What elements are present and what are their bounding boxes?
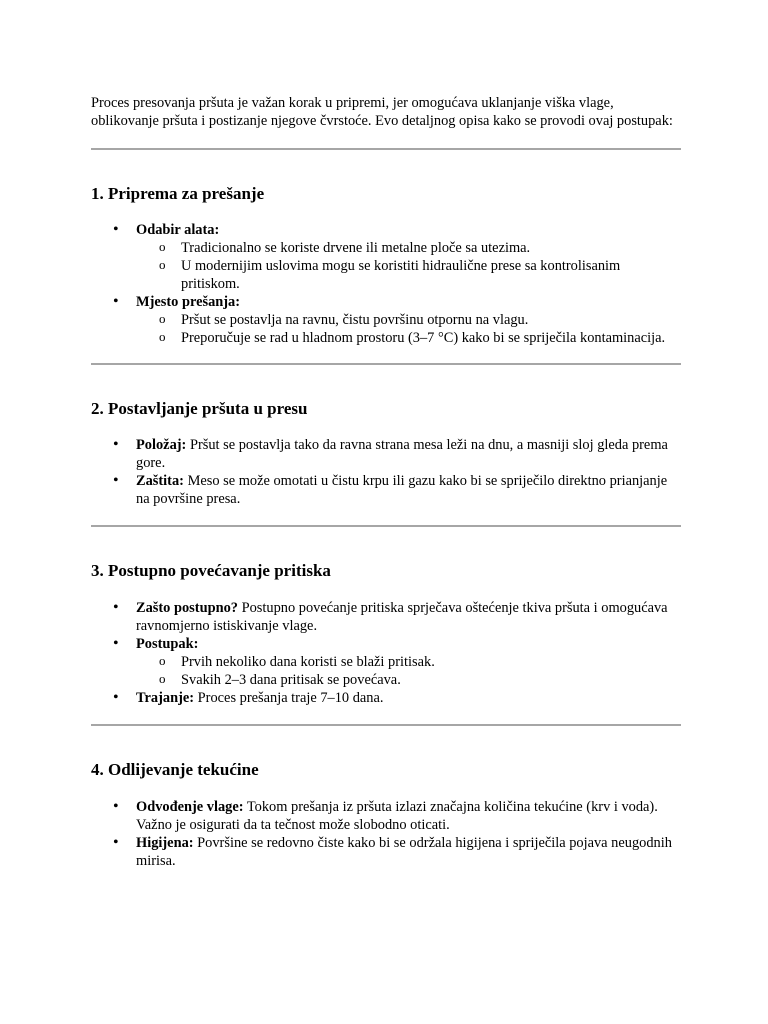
section-2-list	[91, 436, 681, 508]
item-label: Trajanje:	[136, 690, 195, 706]
list-item	[91, 221, 681, 293]
item-text: Meso se može omotati u čistu krpu ili gazu kako bi se spriječilo direktno prianjanje na površine presa.	[136, 473, 668, 507]
section-2-heading: 2. Postavljanje pršuta u presu	[91, 399, 308, 418]
section-divider	[91, 724, 681, 726]
item-text: Površine se redovno čiste kako bi se održala higijena i spriječila pojava neugodnih mirisa.	[136, 835, 672, 869]
list-item	[91, 293, 681, 347]
sub-list	[136, 311, 681, 347]
section-3-heading: 3. Postupno povećavanje pritiska	[91, 561, 331, 580]
list-item	[91, 689, 681, 707]
item-label: Odabir alata:	[136, 222, 220, 238]
item-text: Postupno povećanje pritiska sprječava oštećenje tkiva pršuta i omogućava ravnomjerno istiskivanje vlage.	[136, 600, 668, 634]
list-item	[91, 798, 681, 834]
section-4-list	[91, 798, 681, 870]
sub-list-item: o Pršut se postavlja na ravnu, čistu površinu otpornu na vlagu.	[136, 311, 681, 329]
item-label: Mjesto prešanja:	[136, 294, 241, 310]
section-divider	[91, 525, 681, 527]
item-label: Položaj:	[136, 437, 187, 453]
sub-list-item: o Tradicionalno se koriste drvene ili metalne ploče sa utezima.	[136, 239, 681, 257]
list-item	[91, 635, 681, 689]
document-body	[91, 94, 681, 870]
item-label: Odvođenje vlage:	[136, 799, 244, 815]
section-divider	[91, 363, 681, 365]
sub-list-item: o Svakih 2–3 dana pritisak se povećava.	[136, 671, 681, 689]
sub-list-item: o Prvih nekoliko dana koristi se blaži pritisak.	[136, 653, 681, 671]
list-item	[91, 599, 681, 635]
sub-list-item: o Preporučuje se rad u hladnom prostoru (3–7 °C) kako bi se spriječila kontaminacija.	[136, 329, 681, 347]
item-text: Pršut se postavlja tako da ravna strana mesa leži na dnu, a masniji sloj gleda prema gore.	[136, 437, 668, 471]
item-label: Postupak:	[136, 636, 199, 652]
sub-list	[136, 653, 681, 689]
sub-list	[136, 239, 681, 293]
section-3-list	[91, 599, 681, 707]
item-label: Higijena:	[136, 835, 194, 851]
section-divider	[91, 148, 681, 150]
list-item	[91, 436, 681, 472]
section-1-heading: 1. Priprema za prešanje	[91, 184, 265, 203]
item-label: Zašto postupno?	[136, 600, 238, 616]
intro-paragraph: Proces presovanja pršuta je važan korak u pripremi, jer omogućava uklanjanje viška vlage, oblikovanje pršuta i postizanje njegove čvrstoće. Evo detaljnog opisa kako se provodi ovaj postupak:	[91, 95, 673, 129]
item-label: Zaštita:	[136, 473, 184, 489]
item-text: Proces prešanja traje 7–10 dana.	[194, 690, 384, 706]
list-item	[91, 472, 681, 508]
section-1-list	[91, 221, 681, 347]
section-4-heading: 4. Odlijevanje tekućine	[91, 760, 259, 779]
sub-list-item: o U modernijim uslovima mogu se koristiti hidraulične prese sa kontrolisanim pritiskom.	[136, 257, 681, 293]
list-item	[91, 834, 681, 870]
item-text: Tokom prešanja iz pršuta izlazi značajna količina tekućine (krv i voda). Važno je osigurati da ta tečnost može slobodno oticati.	[136, 799, 658, 833]
